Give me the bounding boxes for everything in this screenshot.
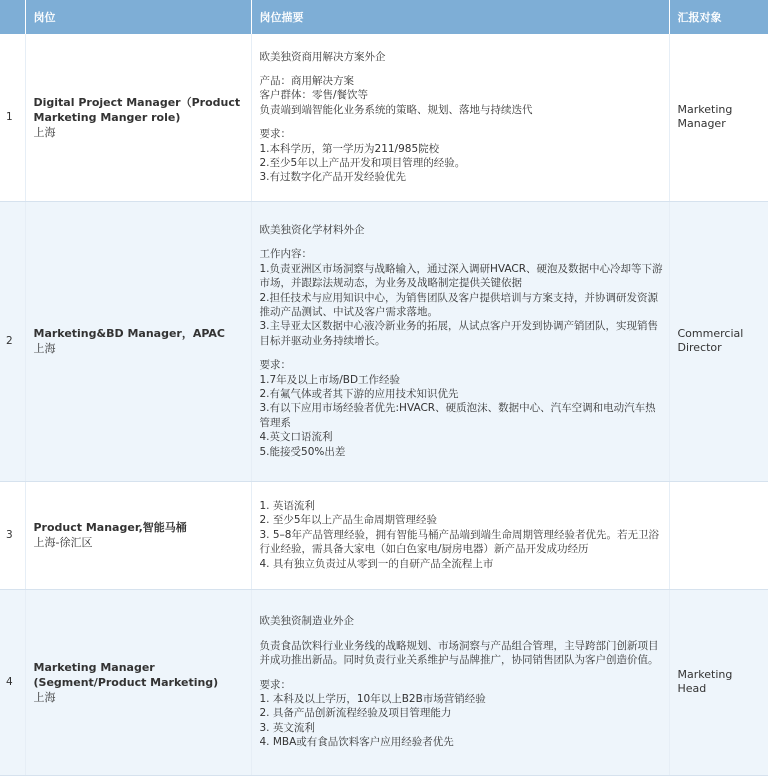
summary-line: 客户群体：零售/餐饮等 (259, 89, 369, 102)
summary-cell (251, 589, 669, 775)
table-row (0, 589, 768, 775)
summary-line: 2.有氟气体或者其下游的应用技术知识优先 (259, 388, 459, 401)
summary-line: 4.英文口语流利 (259, 431, 333, 444)
report-to: Commercial Director (669, 201, 768, 481)
summary-line: 3.主导亚太区数据中心液冷新业务的拓展，从试点客户开发到协调产销团队，实现销售目标并驱动业务持续增长。 (259, 320, 659, 347)
summary-cell (251, 481, 669, 589)
header-num (0, 0, 25, 34)
table-row (0, 34, 768, 201)
position-title: Marketing&BD Manager，APAC (33, 327, 225, 340)
position-cell (25, 589, 251, 775)
position-title: Marketing Manager (Segment/Product Marketing) (33, 660, 219, 689)
summary-line: 5.能接受50%出差 (259, 445, 346, 458)
summary-line: 3. 英文流利 (259, 721, 315, 734)
position-cell (25, 201, 251, 481)
summary-line: 2. 至少5年以上产品生命周期管理经验 (259, 514, 438, 527)
summary-line: 1. 本科及以上学历，10年以上B2B市场营销经验 (259, 693, 486, 705)
summary-line: 4. 具有独立负责过从零到一的自研产品全流程上市 (259, 557, 494, 570)
summary-line: 负责食品饮料行业业务线的战略规划、市场洞察与产品组合管理，主导跨部门创新项目并成功推出新品。同时负责行业关系维护与品牌推广，协同销售团队为客户创造价值。 (259, 639, 659, 667)
summary-line: 欧美独资制造业外企 (259, 615, 354, 628)
report-to (669, 481, 768, 589)
summary-line: 欧美独资化学材料外企 (259, 223, 365, 236)
position-title: Product Manager,智能马桶 (33, 521, 187, 534)
summary-line: 4. MBA或有食品饮料客户应用经验者优先 (259, 736, 454, 749)
row-number: 4 (0, 589, 25, 775)
header-row (0, 0, 768, 34)
header-position: 岗位 (25, 0, 251, 34)
row-number: 1 (0, 34, 25, 201)
summary-line: 1.7年及以上市场/BD工作经验 (259, 373, 401, 386)
summary-line: 欧美独资商用解决方案外企 (259, 50, 386, 63)
report-to: Marketing Manager (669, 34, 768, 201)
summary-line: 3.有过数字化产品开发经验优先 (259, 171, 407, 184)
summary-line: 要求： (259, 359, 291, 372)
report-to: Marketing Head (669, 589, 768, 775)
summary-line: 1.本科学历，第一学历为211/985院校 (259, 142, 440, 155)
table-row (0, 201, 768, 481)
header-summary: 岗位描要 (251, 0, 669, 34)
summary-line: 工作内容： (259, 248, 312, 261)
row-number: 3 (0, 481, 25, 589)
position-location: 上海 (33, 125, 56, 139)
position-cell (25, 34, 251, 201)
header-report: 汇报对象 (669, 0, 768, 34)
table-row (0, 481, 768, 589)
summary-line: 要求： (259, 128, 291, 141)
position-title: Digital Project Manager（Product Marketing Manger role) (33, 95, 241, 124)
position-cell (25, 481, 251, 589)
summary-line: 2.担任技术与应用知识中心，为销售团队及客户提供培训与方案支持，并协调研发资源推动产品测试、中试及客户需求落地。 (259, 291, 659, 318)
summary-line: 产品：商用解决方案 (259, 75, 354, 88)
row-number: 2 (0, 201, 25, 481)
summary-line: 1.负责亚洲区市场洞察与战略输入，通过深入调研HVACR、硬泡及数据中心冷却等下游市场，并跟踪法规动态，为业务及战略制定提供关键依据 (259, 262, 663, 290)
position-location: 上海-徐汇区 (33, 536, 93, 549)
position-location: 上海 (33, 690, 56, 704)
summary-line: 2.至少5年以上产品开发和项目管理的经验。 (259, 157, 466, 170)
summary-line: 3.有以下应用市场经验者优先:HVACR、硬质泡沫、数据中心、汽车空调和电动汽车热管理系 (259, 402, 656, 429)
summary-line: 3. 5–8年产品管理经验，拥有智能马桶产品端到端生命周期管理经验者优先。若无卫浴行业经验，需具备大家电（如白色家电/厨房电器）新产品开发成功经历 (259, 528, 659, 556)
summary-line: 1. 英语流利 (259, 499, 315, 512)
position-location: 上海 (33, 342, 56, 355)
summary-cell (251, 34, 669, 201)
summary-cell (251, 201, 669, 481)
summary-line: 负责端到端智能化业务系统的策略、规划、落地与持续迭代 (259, 103, 533, 116)
summary-line: 2. 具备产品创新流程经验及项目管理能力 (259, 707, 452, 720)
summary-line: 要求： (259, 678, 291, 691)
